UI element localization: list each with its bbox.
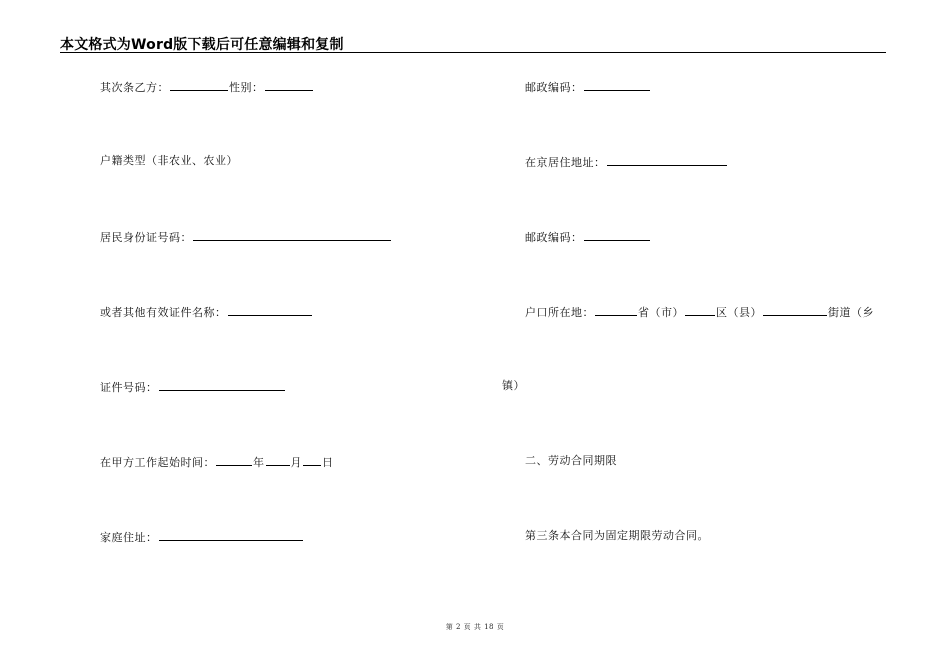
province-label: 省（市） xyxy=(638,306,684,319)
beijing-address-line xyxy=(525,154,728,170)
home-address-label: 家庭住址： xyxy=(100,531,158,544)
start-date-line xyxy=(100,454,334,470)
month-blank[interactable] xyxy=(266,454,290,466)
id-number-label: 居民身份证号码： xyxy=(100,231,192,244)
town-continuation: 镇） xyxy=(502,379,525,392)
registered-residence-line xyxy=(525,304,874,320)
year-label: 年 xyxy=(253,456,265,469)
document-header-title: 本文格式为Word版下载后可任意编辑和复制 xyxy=(60,37,344,53)
month-label: 月 xyxy=(290,456,302,469)
start-date-label: 在甲方工作起始时间： xyxy=(100,456,215,469)
postal-code-blank-1[interactable] xyxy=(584,79,650,91)
party-b-name-blank[interactable] xyxy=(170,79,228,91)
other-certificate-blank[interactable] xyxy=(228,304,312,316)
article-three-text: 第三条本合同为固定期限劳动合同。 xyxy=(525,529,709,542)
district-blank[interactable] xyxy=(685,304,715,316)
header-divider xyxy=(60,52,886,53)
beijing-address-label: 在京居住地址： xyxy=(525,156,606,169)
certificate-number-label: 证件号码： xyxy=(100,381,158,394)
section-heading-contract-term: 二、劳动合同期限 xyxy=(525,454,617,467)
party-b-label: 其次条乙方： xyxy=(100,81,169,94)
year-blank[interactable] xyxy=(216,454,252,466)
gender-blank[interactable] xyxy=(265,79,313,91)
id-number-line xyxy=(100,229,392,245)
day-blank[interactable] xyxy=(303,454,321,466)
home-address-line xyxy=(100,529,304,545)
postal-code-line-2 xyxy=(525,229,651,245)
beijing-address-blank[interactable] xyxy=(607,154,727,166)
certificate-number-line xyxy=(100,379,286,395)
registered-residence-label: 户口所在地： xyxy=(525,306,594,319)
other-certificate-label: 或者其他有效证件名称： xyxy=(100,306,227,319)
other-certificate-line xyxy=(100,304,313,320)
day-label: 日 xyxy=(322,456,334,469)
postal-code-label-2: 邮政编码： xyxy=(525,231,583,244)
id-number-blank[interactable] xyxy=(193,229,391,241)
postal-code-line-1 xyxy=(525,79,651,95)
postal-code-blank-2[interactable] xyxy=(584,229,650,241)
province-blank[interactable] xyxy=(595,304,637,316)
household-type-label: 户籍类型（非农业、农业） xyxy=(100,154,238,167)
household-type-line xyxy=(100,154,238,168)
certificate-number-blank[interactable] xyxy=(159,379,285,391)
party-b-gender-line xyxy=(100,79,314,95)
gender-label: 性别： xyxy=(229,81,264,94)
street-label: 街道（乡 xyxy=(828,306,874,319)
district-label: 区（县） xyxy=(716,306,762,319)
postal-code-label-1: 邮政编码： xyxy=(525,81,583,94)
page-number: 第 2 页 共 18 页 xyxy=(445,623,505,631)
home-address-blank[interactable] xyxy=(159,529,303,541)
street-blank[interactable] xyxy=(763,304,827,316)
